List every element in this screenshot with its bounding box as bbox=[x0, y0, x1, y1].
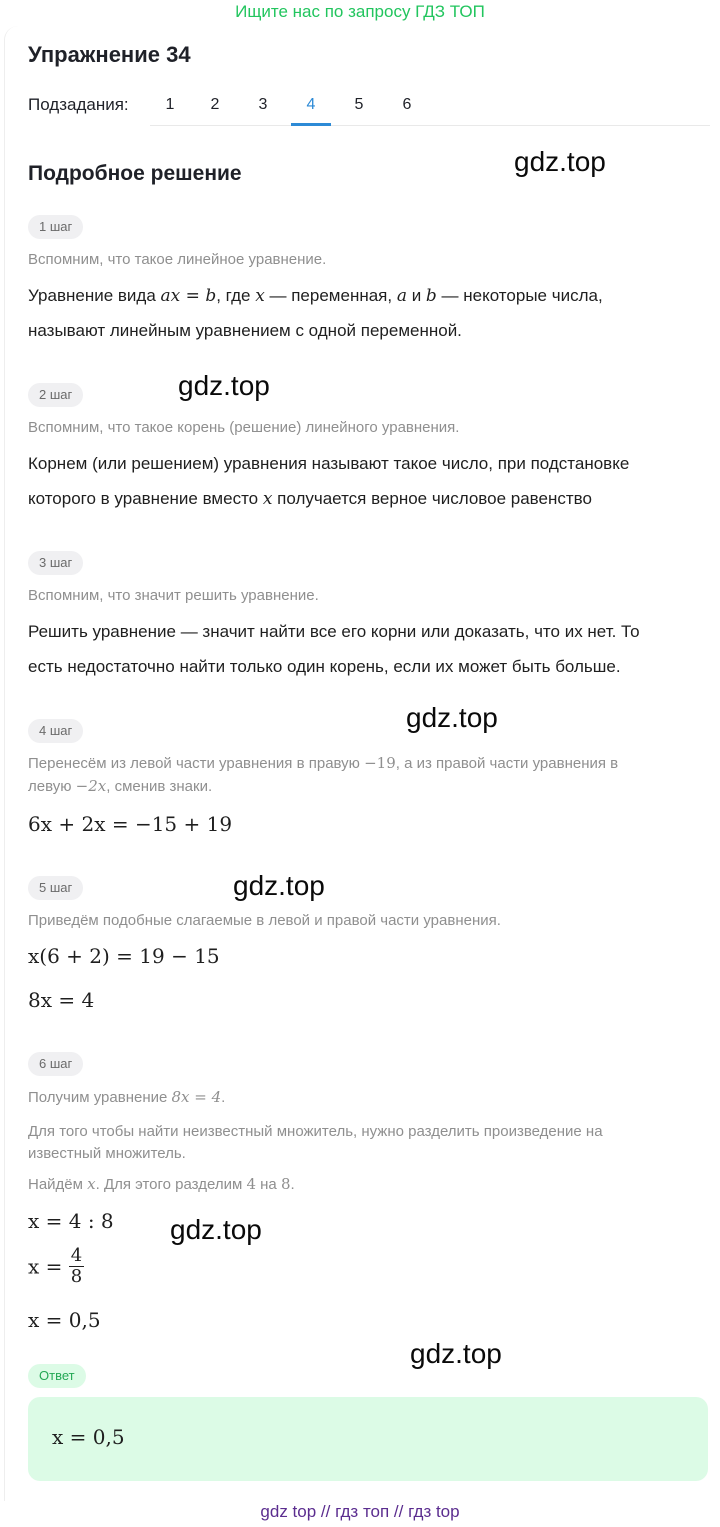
text-fragment: и bbox=[406, 286, 426, 305]
step-5-equation-2: 8x = 4 bbox=[28, 988, 95, 1012]
step-3-badge: 3 шаг bbox=[28, 551, 83, 575]
watermark: gdz.top bbox=[406, 702, 498, 733]
step-2-text-line-1: Корнем (или решением) уравнения называют такое число, при подстановке bbox=[28, 454, 630, 473]
math-ax: ax bbox=[160, 286, 181, 306]
text-fragment: , а из правой части уравнения в bbox=[395, 755, 619, 772]
math-4: 4 bbox=[246, 1175, 256, 1193]
step-2-text-line-2 bbox=[28, 482, 592, 516]
tab-1[interactable]: 1 bbox=[165, 96, 175, 113]
step-6-badge: 6 шаг bbox=[28, 1052, 83, 1076]
active-tab-indicator bbox=[291, 123, 331, 126]
step-1-text bbox=[28, 279, 603, 313]
watermark: gdz.top bbox=[514, 146, 606, 177]
step-3-text-line-1: Решить уравнение — значит найти все его корни или доказать, что их нет. То bbox=[28, 622, 640, 641]
text-fragment: на bbox=[255, 1176, 281, 1193]
answer-badge: Ответ bbox=[28, 1364, 86, 1388]
step-6-hint-1 bbox=[28, 1086, 225, 1109]
math-8x-eq-4: 8x = 4 bbox=[171, 1088, 222, 1106]
math-a: a bbox=[396, 286, 407, 306]
step-6-equation-3: x = 0,5 bbox=[28, 1308, 101, 1332]
text-fragment: . bbox=[221, 1089, 226, 1106]
step-6-hint-2-line-1: Для того чтобы найти неизвестный множитель, нужно разделить произведение на bbox=[28, 1123, 603, 1140]
step-3-hint: Вспомним, что значит решить уравнение. bbox=[28, 587, 319, 604]
section-title: Подробное решение bbox=[28, 162, 242, 185]
step-1-hint: Вспомним, что такое линейное уравнение. bbox=[28, 251, 327, 268]
step-4-badge: 4 шаг bbox=[28, 719, 83, 743]
math-x: x bbox=[262, 489, 273, 509]
answer-box bbox=[28, 1397, 708, 1481]
math-x: x bbox=[255, 286, 265, 306]
text-fragment: — переменная, bbox=[264, 286, 397, 305]
page-title: Упражнение 34 bbox=[28, 42, 191, 67]
math-minus-2x: −2x bbox=[75, 777, 107, 795]
step-1-badge: 1 шаг bbox=[28, 215, 83, 239]
fraction-denominator: 8 bbox=[70, 1265, 83, 1287]
tab-2[interactable]: 2 bbox=[210, 96, 220, 113]
math-b: b bbox=[205, 286, 217, 306]
text-fragment: . Для этого разделим bbox=[95, 1176, 247, 1193]
math-8: 8 bbox=[280, 1175, 291, 1193]
fraction bbox=[69, 1246, 84, 1287]
step-2-hint: Вспомним, что такое корень (решение) линейного уравнения. bbox=[28, 419, 460, 436]
equation-lhs: x = bbox=[28, 1254, 69, 1279]
tab-6[interactable]: 6 bbox=[402, 96, 412, 113]
watermark: gdz.top bbox=[178, 370, 270, 401]
step-6-equation-2 bbox=[28, 1246, 84, 1287]
text-fragment: , где bbox=[216, 286, 256, 305]
watermark: gdz.top bbox=[410, 1338, 502, 1369]
subtask-tabs bbox=[150, 86, 710, 126]
math-x: x bbox=[87, 1175, 96, 1193]
math-b: b bbox=[425, 286, 437, 306]
text-fragment: Перенесём из левой части уравнения в правую bbox=[28, 755, 365, 772]
text-fragment: получается верное числовое равенство bbox=[272, 489, 592, 508]
math-equals: = bbox=[180, 286, 206, 306]
text-fragment: Получим уравнение bbox=[28, 1089, 172, 1106]
text-fragment: которого в уравнение вместо bbox=[28, 489, 263, 508]
text-fragment: Найдём bbox=[28, 1176, 88, 1193]
step-5-hint: Приведём подобные слагаемые в левой и правой части уравнения. bbox=[28, 912, 501, 929]
answer-value: x = 0,5 bbox=[52, 1425, 125, 1449]
step-6-hint-3 bbox=[28, 1173, 295, 1196]
step-5-badge: 5 шаг bbox=[28, 876, 83, 900]
step-6-hint-2-line-2: известный множитель. bbox=[28, 1145, 186, 1162]
footer-links[interactable]: gdz top // гдз топ // гдз top bbox=[260, 1502, 460, 1521]
step-4-hint-line-1 bbox=[28, 752, 618, 775]
top-banner: Ищите нас по запросу ГДЗ ТОП bbox=[235, 2, 485, 21]
math-minus-19: −19 bbox=[364, 754, 396, 772]
text-fragment: левую bbox=[28, 778, 76, 795]
step-6-equation-1: x = 4 : 8 bbox=[28, 1209, 114, 1233]
fraction-numerator: 4 bbox=[70, 1245, 83, 1266]
step-4-hint-line-2 bbox=[28, 775, 212, 798]
text-fragment: — некоторые числа, bbox=[436, 286, 603, 305]
tab-5[interactable]: 5 bbox=[354, 96, 364, 113]
watermark: gdz.top bbox=[233, 870, 325, 901]
tab-3[interactable]: 3 bbox=[258, 96, 268, 113]
text-fragment: , сменив знаки. bbox=[106, 778, 213, 795]
text-fragment: . bbox=[290, 1176, 295, 1193]
step-4-equation: 6x + 2x = −15 + 19 bbox=[28, 812, 233, 836]
watermark: gdz.top bbox=[170, 1214, 262, 1245]
text-fragment: Уравнение вида bbox=[28, 286, 161, 305]
step-1-text-line-2: называют линейным уравнением с одной переменной. bbox=[28, 321, 462, 340]
step-5-equation-1: x(6 + 2) = 19 − 15 bbox=[28, 944, 220, 968]
step-3-text-line-2: есть недостаточно найти только один корень, если их может быть больше. bbox=[28, 657, 621, 676]
subtasks-label: Подзадания: bbox=[28, 95, 129, 114]
tab-4[interactable]: 4 bbox=[306, 96, 316, 113]
step-2-badge: 2 шаг bbox=[28, 383, 83, 407]
